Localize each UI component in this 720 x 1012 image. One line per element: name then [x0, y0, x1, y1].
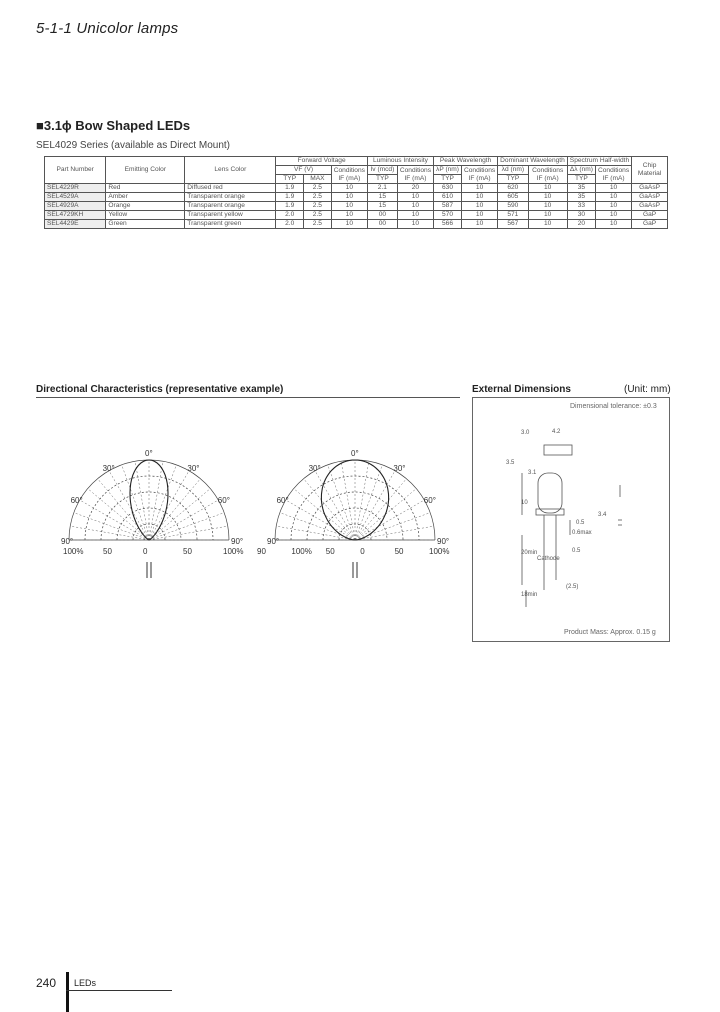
angle-label: 30° — [308, 464, 321, 474]
polar-spoke — [355, 500, 424, 540]
table-cell-lens: Transparent orange — [185, 202, 276, 211]
scale-label: 100% — [63, 547, 84, 556]
table-cell-lens: Diffused red — [185, 184, 276, 193]
table-cell-vf-max: 2.5 — [304, 220, 332, 229]
series-note: SEL4029 Series (available as Direct Mount) — [36, 140, 230, 151]
hdr-iv-conditions: Conditions IF (mA) — [397, 166, 433, 184]
group-forward-voltage: Forward Voltage — [276, 157, 368, 166]
polar-spoke — [80, 500, 149, 540]
table-cell-vf-typ: 2.0 — [276, 211, 304, 220]
table-cell-vf-if: 10 — [331, 184, 367, 193]
scale-label: 100% — [223, 547, 244, 556]
group-luminous-intensity: Luminous Intensity — [367, 157, 433, 166]
table-cell-iv: 00 — [367, 211, 397, 220]
footer-bar — [66, 972, 69, 1012]
table-cell-vf-if: 10 — [331, 220, 367, 229]
dim-label: 3.1 — [528, 470, 537, 476]
col-part-number: Part Number — [45, 157, 106, 184]
table-cell-lp: 570 — [434, 211, 462, 220]
dim-label: 3.0 — [521, 430, 530, 436]
angle-label: 30° — [102, 464, 115, 474]
hdr-dl: Δλ (nm) — [567, 166, 595, 175]
hdr-ld: λd (nm) — [498, 166, 528, 175]
scale-label: 0 — [143, 547, 148, 556]
group-dominant-wavelength: Dominant Wavelength — [498, 157, 568, 166]
table-cell-ld-if: 10 — [528, 202, 567, 211]
table-cell-lp-if: 10 — [462, 202, 498, 211]
table-cell-iv-if: 10 — [397, 211, 433, 220]
table-cell-emit: Orange — [106, 202, 185, 211]
dim-label: 10 — [521, 500, 528, 506]
table-cell-ld-if: 10 — [528, 211, 567, 220]
table-cell-iv-if: 10 — [397, 193, 433, 202]
dim-label: Cathode — [537, 556, 560, 562]
dim-label: 4.2 — [552, 429, 561, 435]
table-cell-lp: 610 — [434, 193, 462, 202]
directional-title: Directional Characteristics (representative example) — [36, 384, 284, 395]
table-cell-lp-if: 10 — [462, 193, 498, 202]
table-cell-ld: 620 — [498, 184, 528, 193]
table-cell-dl-if: 10 — [595, 193, 631, 202]
table-cell-dl-if: 10 — [595, 202, 631, 211]
table-cell-ld: 590 — [498, 202, 528, 211]
dim-label: 3.5 — [506, 460, 515, 466]
scale-label: 0 — [360, 547, 365, 556]
table-cell-vf-if: 10 — [331, 211, 367, 220]
table-cell-dl: 35 — [567, 193, 595, 202]
table-cell-lp-if: 10 — [462, 220, 498, 229]
hdr-lp-typ: TYP — [434, 175, 462, 184]
angle-label: 90° — [231, 537, 244, 546]
dim-label: 3.4 — [598, 512, 607, 518]
table-cell-vf-max: 2.5 — [304, 193, 332, 202]
table-cell-lp-if: 10 — [462, 211, 498, 220]
table-cell-vf-if: 10 — [331, 193, 367, 202]
angle-label: 90° — [437, 537, 450, 546]
angle-label: 60° — [423, 496, 436, 506]
table-cell-part: SEL4529A — [45, 193, 106, 202]
dimension-drawing — [500, 425, 640, 610]
hdr-vf-conditions: Conditions IF (mA) — [331, 166, 367, 184]
table-cell-emit: Amber — [106, 193, 185, 202]
table-cell-lp: 566 — [434, 220, 462, 229]
table-cell-vf-typ: 1.9 — [276, 193, 304, 202]
table-cell-ld-if: 10 — [528, 220, 567, 229]
dim-label: (2.5) — [566, 584, 579, 590]
page-number: 240 — [36, 976, 57, 990]
table-cell-ld-if: 10 — [528, 184, 567, 193]
table-cell-iv: 15 — [367, 202, 397, 211]
angle-label: 30° — [393, 464, 406, 474]
polar-spoke — [109, 471, 149, 540]
polar-diagram — [61, 449, 243, 578]
polar-spoke — [149, 500, 218, 540]
table-cell-chip: GaAsP — [632, 184, 668, 193]
table-cell-dl-if: 10 — [595, 211, 631, 220]
polar-spoke — [149, 471, 189, 540]
section-title: ■3.1ϕ Bow Shaped LEDs — [36, 118, 191, 133]
table-cell-dl-if: 10 — [595, 220, 631, 229]
table-cell-vf-typ: 2.0 — [276, 220, 304, 229]
table-cell-lp: 587 — [434, 202, 462, 211]
hdr-lp-conditions: Conditions IF (mA) — [462, 166, 498, 184]
table-cell-iv: 2.1 — [367, 184, 397, 193]
table-cell-vf-typ: 1.9 — [276, 202, 304, 211]
chapter-title: 5-1-1 Unicolor lamps — [36, 20, 179, 37]
polar-spoke — [98, 479, 149, 540]
table-cell-dl: 35 — [567, 184, 595, 193]
polar-spoke — [88, 489, 149, 540]
table-cell-iv: 15 — [367, 193, 397, 202]
hdr-dl-conditions: Conditions IF (mA) — [595, 166, 631, 184]
table-cell-emit: Green — [106, 220, 185, 229]
hdr-lp: λP (nm) — [434, 166, 462, 175]
table-cell-chip: GaP — [632, 211, 668, 220]
angle-label: 30° — [187, 464, 200, 474]
table-cell-vf-max: 2.5 — [304, 211, 332, 220]
hdr-vf-typ: TYP — [276, 175, 304, 184]
directional-diagrams — [36, 440, 460, 590]
table-cell-iv-if: 20 — [397, 184, 433, 193]
scale-label: 100% — [429, 547, 450, 556]
hdr-iv-typ: TYP — [367, 175, 397, 184]
footer-rule — [66, 990, 172, 991]
hdr-iv: Iv (mcd) — [367, 166, 397, 175]
hdr-ld-conditions: Conditions IF (mA) — [528, 166, 567, 184]
divider — [36, 397, 460, 398]
table-cell-chip: GaP — [632, 220, 668, 229]
polar-spoke — [286, 500, 355, 540]
table-header-row-1 — [45, 157, 668, 166]
table-cell-vf-typ: 1.9 — [276, 184, 304, 193]
hdr-vf-max: MAX — [304, 175, 332, 184]
table-cell-emit: Yellow — [106, 211, 185, 220]
table-cell-ld-if: 10 — [528, 193, 567, 202]
table-cell-iv: 00 — [367, 220, 397, 229]
polar-spoke — [149, 479, 200, 540]
footer-label: LEDs — [74, 978, 97, 988]
table-cell-part: SEL4729KH — [45, 211, 106, 220]
dim-label: 0.5 — [572, 548, 581, 554]
scale-label: 50 — [325, 547, 335, 556]
scale-label: 50 — [394, 547, 404, 556]
scale-label: 50 — [103, 547, 112, 556]
scale-label: 90 — [257, 547, 266, 556]
group-peak-wavelength: Peak Wavelength — [434, 157, 498, 166]
dim-label: 0.5 — [576, 520, 585, 526]
table-cell-chip: GaAsP — [632, 193, 668, 202]
table-cell-ld: 567 — [498, 220, 528, 229]
table-row — [45, 202, 668, 211]
scale-label: 50 — [183, 547, 192, 556]
table-cell-dl: 33 — [567, 202, 595, 211]
external-dimensions-title: External Dimensions — [472, 384, 571, 395]
table-cell-vf-if: 10 — [331, 202, 367, 211]
table-cell-iv-if: 10 — [397, 220, 433, 229]
table-cell-emit: Red — [106, 184, 185, 193]
table-cell-vf-max: 2.5 — [304, 202, 332, 211]
table-row — [45, 220, 668, 229]
table-cell-ld: 571 — [498, 211, 528, 220]
angle-label: 90° — [267, 537, 280, 546]
table-cell-dl-if: 10 — [595, 184, 631, 193]
tolerance-note: Dimensional tolerance: ±0.3 — [570, 403, 657, 410]
polar-diagram — [257, 449, 449, 578]
table-cell-part: SEL4429E — [45, 220, 106, 229]
angle-label: 60° — [217, 496, 230, 506]
table-cell-part: SEL4229R — [45, 184, 106, 193]
col-emitting-color: Emitting Color — [106, 157, 185, 184]
dim-label: 18min — [521, 592, 538, 598]
table-cell-lp-if: 10 — [462, 184, 498, 193]
product-mass: Product Mass: Approx. 0.15 g — [564, 629, 656, 636]
table-row — [45, 193, 668, 202]
table-cell-part: SEL4929A — [45, 202, 106, 211]
table-cell-chip: GaAsP — [632, 202, 668, 211]
table-cell-dl: 30 — [567, 211, 595, 220]
dim-label: 0.6max — [572, 530, 592, 536]
angle-label: 0° — [351, 449, 359, 458]
hdr-vf: VF (V) — [276, 166, 331, 175]
table-cell-lens: Transparent orange — [185, 193, 276, 202]
table-cell-lens: Transparent yellow — [185, 211, 276, 220]
table-cell-dl: 20 — [567, 220, 595, 229]
spec-table — [44, 156, 668, 229]
col-chip-material: Chip Material — [632, 157, 668, 184]
group-spectrum-half-width: Spectrum Half-width — [567, 157, 631, 166]
table-cell-iv-if: 10 — [397, 202, 433, 211]
table-cell-lp: 630 — [434, 184, 462, 193]
dim-label: 20min — [521, 550, 538, 556]
hdr-ld-typ: TYP — [498, 175, 528, 184]
table-row — [45, 184, 668, 193]
table-cell-ld: 605 — [498, 193, 528, 202]
table-cell-vf-max: 2.5 — [304, 184, 332, 193]
angle-label: 90° — [61, 537, 74, 546]
scale-label: 100% — [291, 547, 312, 556]
polar-spoke — [149, 489, 210, 540]
polar-spoke — [355, 479, 406, 540]
table-cell-lens: Transparent green — [185, 220, 276, 229]
angle-label: 60° — [70, 496, 83, 506]
polar-spoke — [304, 479, 355, 540]
hdr-dl-typ: TYP — [567, 175, 595, 184]
table-row — [45, 211, 668, 220]
angle-label: 0° — [145, 449, 153, 458]
unit-label: (Unit: mm) — [624, 384, 671, 395]
angle-label: 60° — [276, 496, 289, 506]
col-lens-color: Lens Color — [185, 157, 276, 184]
